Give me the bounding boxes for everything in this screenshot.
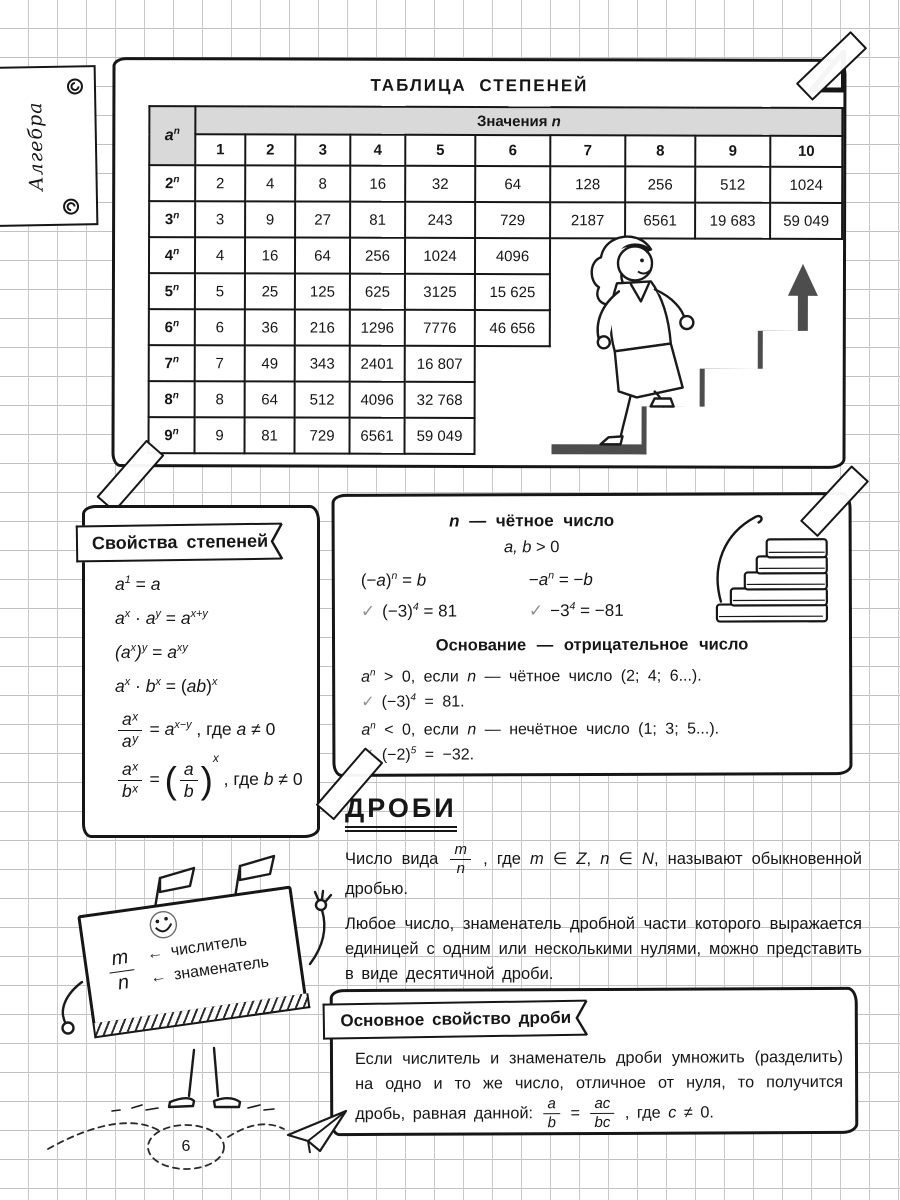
screw-icon [66, 77, 84, 95]
power-value-cell: 343 [295, 346, 350, 382]
even-power-title: n — чётное число [449, 510, 615, 531]
power-base-header: 8$^n$ [149, 381, 195, 417]
power-value-cell: 512 [295, 382, 350, 418]
power-value-cell: 2 [195, 165, 245, 201]
power-value-cell: 243 [405, 202, 475, 238]
formula-line: $a^1 = a$ [115, 574, 161, 594]
power-properties-ribbon [76, 523, 282, 563]
column-number-cell: 2 [245, 134, 295, 165]
section-tab-algebra [0, 65, 98, 227]
numerator: m [106, 946, 134, 973]
column-number-cell: 4 [350, 135, 405, 166]
page-number: 6 [181, 1138, 191, 1155]
power-value-cell: 59 049 [770, 203, 842, 239]
power-value-cell: 64 [475, 166, 550, 202]
fraction-main-property-panel [330, 987, 859, 1136]
fraction: $\frac{\text{aˣ}}{\text{bˣ}}$ [118, 760, 142, 801]
fractions-heading: ДРОБИ [345, 793, 457, 832]
example-line: ✓ $(-3)^4 = 81$ [360, 600, 458, 621]
fraction [106, 946, 137, 995]
power-value-cell: 8 [195, 381, 245, 417]
values-header-cell: Значения n [195, 106, 842, 136]
power-base-header: 9$^n$ [149, 417, 195, 453]
ribbon-notch [574, 999, 589, 1036]
formula-line: $-a^n = -b$ [528, 569, 593, 590]
power-value-cell: 32 768 [405, 382, 475, 418]
power-base-header: 3$^n$ [149, 201, 195, 237]
power-value-cell: 7776 [405, 310, 475, 346]
power-base-header: 7$^n$ [149, 345, 195, 381]
power-value-cell: 2187 [550, 202, 625, 238]
fraction-main-property-title: Основное свойство дроби [340, 1007, 572, 1031]
power-value-cell: 256 [625, 166, 695, 202]
formula-line: $a^x \cdot b^x = (ab)^x$ [115, 676, 218, 696]
column-number-row [149, 134, 842, 167]
rule-line: $a^n > 0$, если n — чётное число (2; 4; 6...). [361, 667, 702, 686]
column-number-cell: 6 [475, 135, 550, 166]
power-value-cell: 16 [350, 166, 405, 202]
tape-decoration [96, 440, 164, 513]
table-row [149, 165, 842, 203]
power-value-cell: 5 [195, 273, 245, 309]
power-value-cell: 4096 [350, 382, 405, 418]
power-value-cell: 4096 [475, 238, 550, 274]
powers-table-card [111, 57, 846, 469]
power-value-cell: 15 625 [475, 274, 550, 310]
power-base-header: 4$^n$ [149, 237, 195, 273]
power-base-header: 6$^n$ [149, 309, 195, 345]
denominator-label: знаменатель [172, 953, 270, 984]
power-value-cell: 27 [295, 202, 350, 238]
ribbon-notch [269, 522, 284, 560]
numerator-label: числитель [169, 932, 248, 960]
power-value-cell: 9 [195, 417, 245, 453]
power-value-cell: 125 [295, 274, 350, 310]
power-value-cell: 729 [475, 202, 550, 238]
fraction: $\frac{m}{n}$ [450, 842, 471, 877]
power-value-cell: 32 [405, 166, 475, 202]
negative-base-title: Основание — отрицательное число [435, 635, 749, 655]
power-value-cell: 729 [295, 418, 350, 454]
power-value-cell: 2401 [350, 346, 405, 382]
column-number-cell: 3 [295, 135, 350, 166]
power-value-cell: 1024 [405, 238, 475, 274]
power-value-cell: 81 [350, 202, 405, 238]
page-footer [40, 1095, 380, 1190]
power-value-cell: 3125 [405, 274, 475, 310]
fractions-section [345, 793, 862, 986]
power-value-cell: 4 [195, 237, 245, 273]
power-value-cell: 256 [350, 238, 405, 274]
fraction: $\frac{ac}{bc}$ [590, 1095, 614, 1130]
power-value-cell: 81 [245, 417, 295, 453]
formula-line: $(-a)^n = b$ [360, 570, 427, 590]
power-properties-panel [82, 505, 320, 838]
power-value-cell: 6 [195, 309, 245, 345]
power-value-cell: 59 049 [405, 418, 475, 454]
power-value-cell: 16 807 [405, 346, 475, 382]
formula-line: $(a^x)^y = a^{xy}$ [115, 642, 188, 662]
screw-icon [62, 197, 80, 215]
power-value-cell: 8 [295, 166, 350, 202]
fractions-paragraph: Любое число, знаменатель дробной части которого выражается единицей с одним или несколькими нулями, можно представить в виде десятичной дроби. [345, 915, 862, 983]
column-number-cell: 7 [550, 135, 625, 166]
fraction-main-property-text: Если числитель и знаменатель дроби умножить (разделить) на одно и то же число, отличное от нуля, то получится дробь, равная данной: $\frac{a}{b}$ = $\frac{ac}{bc}$ , где c ≠ 0. [354, 1047, 844, 1131]
power-value-cell: 625 [350, 274, 405, 310]
power-value-cell: 9 [245, 201, 295, 237]
left-arrow-icon: ← [149, 967, 168, 987]
formula-line: $a^x \cdot a^y = a^{x+y}$ [115, 608, 208, 628]
example-line: ✓ $(-3)^4 = 81$. [361, 692, 465, 711]
power-value-cell: 3 [195, 201, 245, 237]
power-value-cell: 19 683 [695, 203, 770, 239]
example-line: ✓ $-3^4 = -81$ [528, 600, 624, 621]
power-value-cell: 1024 [770, 167, 842, 203]
power-value-cell: 36 [245, 309, 295, 345]
corner-header-cell: $a^n$ [149, 106, 195, 165]
power-value-cell: 6561 [350, 418, 405, 454]
power-value-cell: 4 [245, 165, 295, 201]
column-number-cell: 8 [625, 135, 695, 166]
formula-line: $\frac{\text{aˣ}}{\text{bˣ}}$ = ( $\frac{a}{b}$ ) x , где b ≠ 0 [115, 760, 303, 801]
even-power-formulas [361, 570, 701, 622]
fractions-paragraph: Число вида $\frac{m}{n}$ , где m ∈ Z, n ∈ N, называют обыкновенной дробью. [345, 841, 863, 899]
power-value-cell: 64 [295, 238, 350, 274]
powers-table-title: ТАБЛИЦА СТЕПЕНЕЙ [370, 75, 589, 96]
power-base-header: 2$^n$ [149, 165, 195, 201]
woman-climbing-stairs-illustration [542, 227, 833, 458]
power-value-cell: 512 [695, 167, 770, 203]
power-properties-title: Свойства степеней [91, 530, 269, 554]
power-value-cell: 64 [245, 381, 295, 417]
fraction: $\frac{a}{b}$ [543, 1096, 559, 1131]
column-number-cell: 9 [695, 136, 770, 167]
column-number-cell: 1 [195, 134, 245, 165]
paper-plane-flight-path [40, 1095, 380, 1190]
fraction-main-property-ribbon [323, 1000, 588, 1040]
power-value-cell: 16 [245, 237, 295, 273]
fraction: $\frac{\text{aˣ}}{\text{aʸ}}$ [118, 710, 142, 751]
smiley-face-icon [141, 907, 185, 944]
paper-plane-icon [288, 1111, 346, 1153]
power-value-cell: 6561 [625, 202, 695, 238]
power-properties-formulas [115, 574, 303, 810]
power-value-cell: 49 [245, 345, 295, 381]
signboard-content [103, 923, 300, 997]
power-value-cell: 1296 [350, 310, 405, 346]
tab-label: Алгебра [24, 101, 48, 192]
power-value-cell: 46 656 [475, 310, 550, 346]
even-power-condition: a, b > 0 [503, 538, 560, 557]
example-line: $(-2)^5 = -32$. [381, 745, 475, 764]
left-arrow-icon: ← [145, 944, 165, 964]
fraction: $\frac{a}{b}$ [180, 760, 198, 801]
denominator: n [116, 970, 131, 994]
power-value-cell: 7 [195, 345, 245, 381]
even-power-panel [332, 492, 853, 777]
formula-line: $\frac{\text{aˣ}}{\text{aʸ}}$ = $a^{x-y}$ , где a ≠ 0 [115, 710, 303, 751]
parenthesized-fraction: ( $\frac{a}{b}$ ) x [164, 750, 219, 801]
power-value-cell: 128 [550, 166, 625, 202]
power-base-header: 5$^n$ [149, 273, 195, 309]
rule-line: $a^n < 0$, если n — нечётное число (1; 3; 5...). [361, 720, 720, 739]
column-number-cell: 5 [405, 135, 475, 166]
negative-base-rules [361, 663, 849, 768]
column-number-cell: 10 [770, 136, 842, 167]
power-value-cell: 216 [295, 310, 350, 346]
power-value-cell: 25 [245, 273, 295, 309]
